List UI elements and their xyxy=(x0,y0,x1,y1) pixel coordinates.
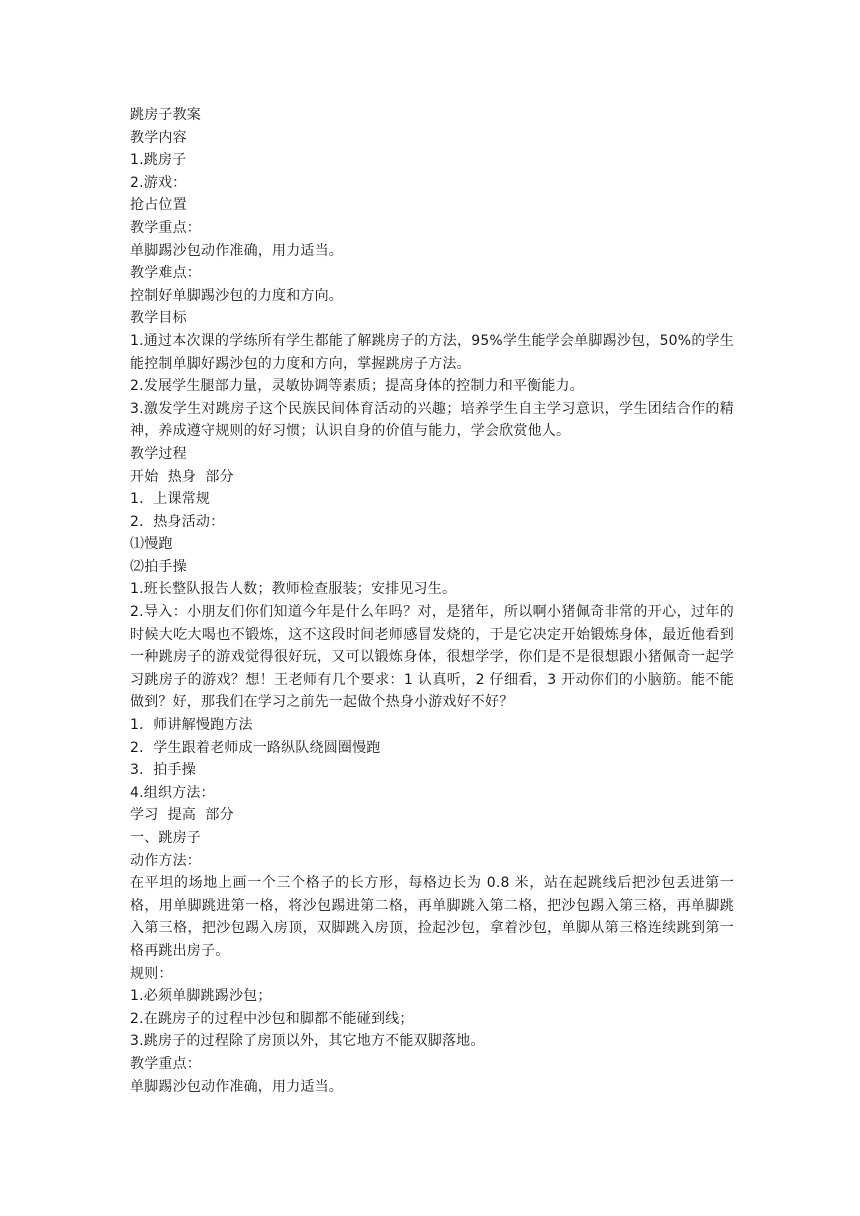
rule-3: 3.跳房子的过程除了房顶以外，其它地方不能双脚落地。 xyxy=(130,1033,485,1050)
method-4: 4.组织方法： xyxy=(130,784,215,801)
heading-difficulties: 教学难点： xyxy=(130,265,201,282)
heading-process: 教学过程 xyxy=(130,445,187,462)
heading-key-points-2: 教学重点： xyxy=(130,1055,201,1072)
procedure-2-intro: 2.导入：小朋友们你们知道今年是什么年吗？对，是猪年，所以啊小猪佩奇非常的开心，过年的时候大吃大喝也不锻炼，这不这段时间老师感冒发烧的，于是它决定开始锻炼身体，最近他看到一种跳房子的游戏觉得很好玩，又可以锻炼身体，很想学学，你们是不是很想跟小猪佩奇一起学习跳房子的游戏？想！王老师有几个要求：1 认真听，2 仔细看，3 开动你们的小脑筋。能不能做到？好，那我们在学习之前先一起做个热身小游戏好不好？ xyxy=(130,604,734,711)
method-1: 1．师讲解慢跑方法 xyxy=(130,717,253,734)
rule-2: 2.在跳房子的过程中沙包和脚都不能碰到线； xyxy=(130,1010,414,1027)
document-body xyxy=(130,104,734,1098)
objective-3: 3.激发学生对跳房子这个民族民间体育活动的兴趣；培养学生自主学习意识，学生团结合作的精神，养成遵守规则的好习惯；认识自身的价值与能力，学会欣赏他人。 xyxy=(130,400,734,440)
warmup-sub-2: ⑵拍手操 xyxy=(130,558,187,575)
warmup-item-1: 1．上课常规 xyxy=(130,491,211,508)
content-item-1: 1.跳房子 xyxy=(130,152,187,169)
subheading-hopscotch: 一、跳房子 xyxy=(130,830,201,846)
content-item-2: 2.游戏： xyxy=(130,174,187,191)
warmup-item-2: 2．热身活动： xyxy=(130,513,225,530)
method-3: 3．拍手操 xyxy=(130,762,196,779)
heading-key-points: 教学重点： xyxy=(130,219,201,236)
heading-action-method: 动作方法： xyxy=(130,852,201,869)
action-method-text: 在平坦的场地上画一个三个格子的长方形，每格边长为 0.8 米，站在起跳线后把沙包丢进第一格，用单脚跳进第一格，将沙包踢进第二格，再单脚跳入第二格，把沙包踢入第三格，再单脚跳入第三格，把沙包踢入房顶，双脚跳入房顶，捡起沙包，拿着沙包，单脚从第三格连续跳到第一格再跳出房子。 xyxy=(130,875,734,959)
objective-2: 2.发展学生腿部力量，灵敏协调等素质；提高身体的控制力和平衡能力。 xyxy=(130,378,584,395)
content-game-name: 抢占位置 xyxy=(130,197,187,214)
method-2: 2．学生跟着老师成一路纵队绕圆圈慢跑 xyxy=(130,739,381,756)
doc-title: 跳房子教案 xyxy=(130,107,201,123)
objective-1: 1.通过本次课的学练所有学生都能了解跳房子的方法，95%学生能学会单脚踢沙包，50%的学生能控制单脚好踢沙包的力度和方向，掌握跳房子方法。 xyxy=(130,332,734,372)
warmup-sub-1: ⑴慢跑 xyxy=(130,536,173,553)
difficulties-text: 控制好单脚踢沙包的力度和方向。 xyxy=(130,287,343,304)
heading-objectives: 教学目标 xyxy=(130,310,187,327)
heading-teaching-content: 教学内容 xyxy=(130,129,187,146)
key-points-text-2: 单脚踢沙包动作准确，用力适当。 xyxy=(130,1078,343,1095)
section-learning-title: 学习 提高 部分 xyxy=(130,807,234,824)
section-warmup-title: 开始 热身 部分 xyxy=(130,468,234,485)
heading-rules: 规则： xyxy=(130,965,173,982)
key-points-text: 单脚踢沙包动作准确，用力适当。 xyxy=(130,242,343,259)
procedure-1: 1.班长整队报告人数；教师检查服装；安排见习生。 xyxy=(130,581,457,598)
rule-1: 1.必须单脚跳踢沙包； xyxy=(130,988,272,1005)
